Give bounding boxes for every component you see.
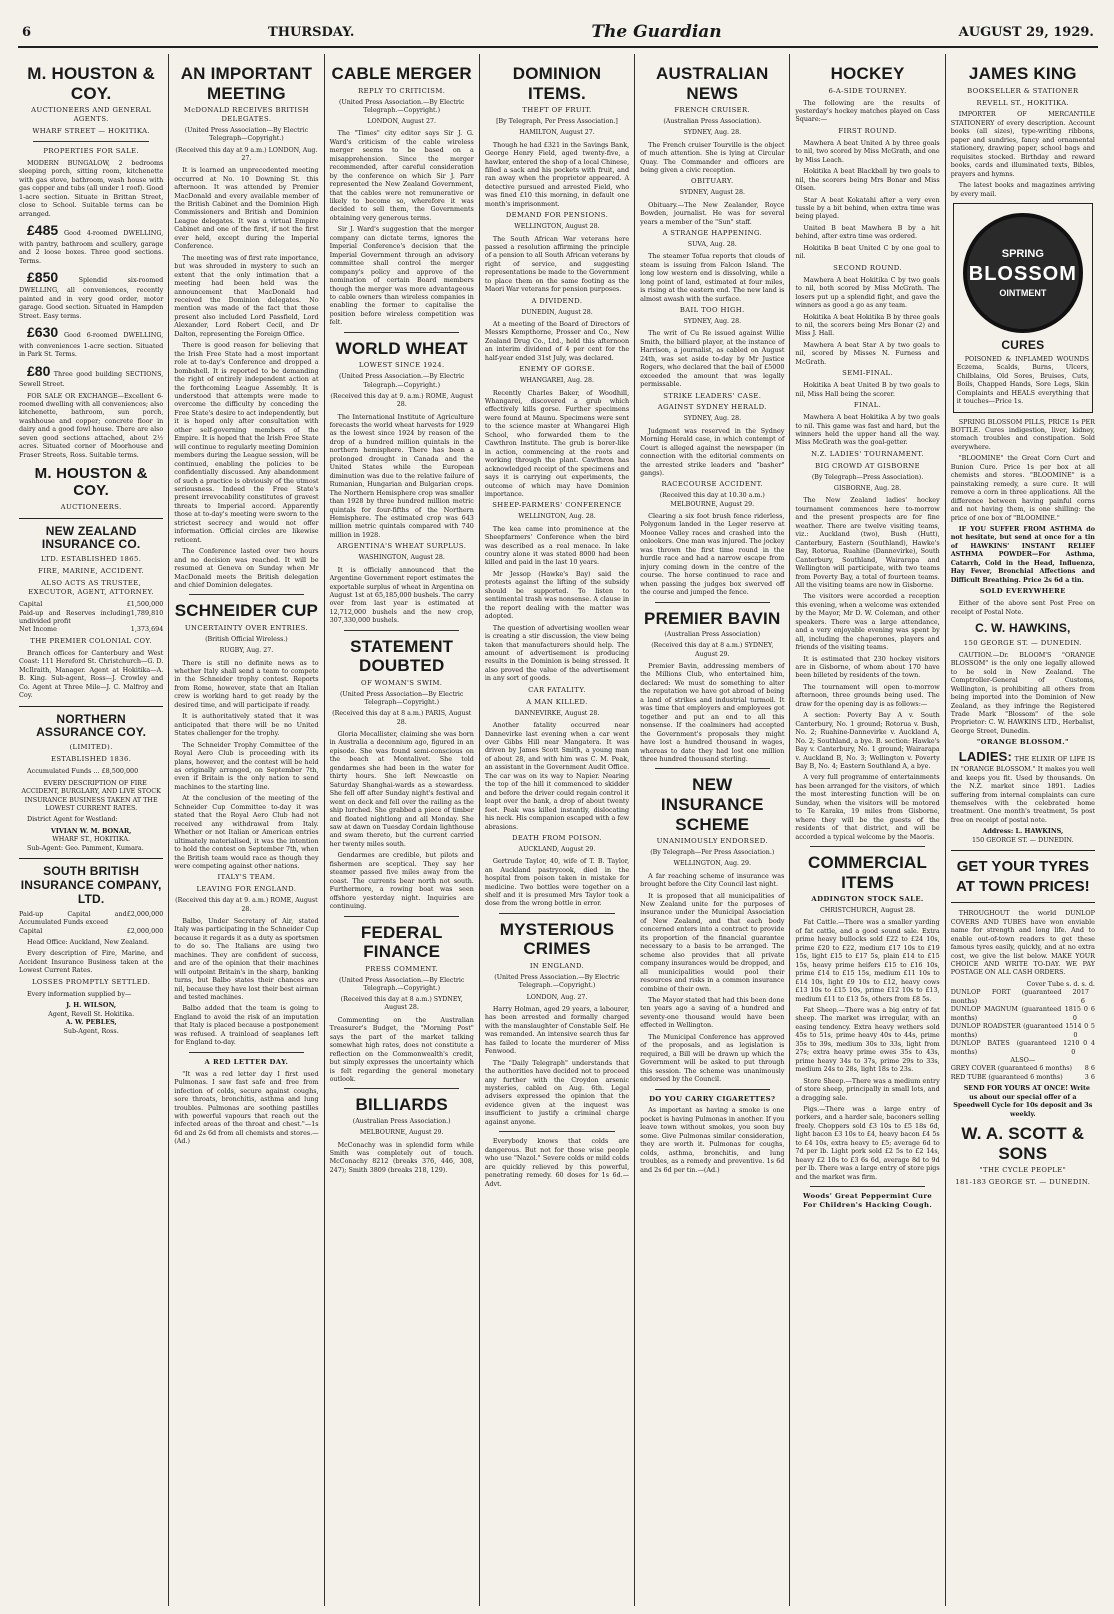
headline-important-meeting: AN IMPORTANT MEETING (180, 64, 313, 103)
subhead-big-crowd: BIG CROWD AT GISBORNE (815, 461, 920, 470)
net-income-label: Net Income (19, 625, 57, 634)
article-paragraph: It is authoritatively stated that it was anticipated that there will be no United States challenger for the trophy. (174, 712, 319, 738)
ad-asthma: IF YOU SUFFER FROM ASTHMA do not hesitate, but send at once for a tin of HAWKINS' INSTANT RELIEF ASTHMA POWDER—For Asthma, Catarrh, Cold in the Head, Influenza, Hay Fever, Bronchial Affections and Difficult Breathing. Price 2s 6d a tin. (950, 524, 1095, 584)
dateline: MELBOURNE, August 29. (359, 1129, 444, 1137)
headline-world-wheat: WORLD WHEAT (335, 338, 468, 358)
subhead-second-round: SECOND ROUND. (833, 263, 902, 272)
ad-northern-agent: VIVIAN W. M. BONAR, (50, 826, 132, 835)
article-paragraph: The visitors were accorded a reception this evening, when a welcome was extended by the Mayor, Mr D. W. Coleman, and other speakers. There was a large attendance, and a very enjoyable evening was spent by all, including the chaperones, players and friends of the visiting teams. (795, 592, 940, 652)
subhead-womans-swim: OF WOMAN'S SWIM. (361, 678, 443, 687)
ad-sbi-subagent-role: Sub-Agent, Ross. (63, 1026, 119, 1035)
dateline: LONDON, Aug. 27. (526, 993, 588, 1001)
subhead-endorsed: UNANIMOUSLY ENDORSED. (656, 837, 768, 846)
subhead-macdonald: McDONALD RECEIVES BRITISH DELEGATES. (183, 106, 309, 124)
tyre-price-header: Cover Tube s. d. s. d. (1026, 979, 1095, 988)
ad-nzi-lines: FIRE, MARINE, ACCIDENT. (38, 567, 145, 576)
subhead-first-round: FIRST ROUND. (838, 126, 897, 135)
article-paragraph: Hokitika B beat United C by one goal to nil. (795, 243, 940, 261)
article-paragraph: Recently Charles Baker, of Woodhill, Whangarei, discovered a grub which effectively kills gorse. Further specimens were found at Maunu. Specimens were sent to the science master at Whangarei High School, who forwarded them to the Cawthron Institute. The grub is borer-like in action, commencing at the roots and working through the plant. Cawthron has acknowledged receipt of the specimens and says it is carrying out experiments, the outcome of which may have Dominion importance. (484, 388, 630, 498)
article-paragraph: A section: Poverty Bay A v. South Canterbury, No. 1 ground; Rotorua v. Bush, No. 2; Ruahine-Dannevirke v. Auckland A, No. 2; Southland, a bye. B. section: Hawke's Bay v. Canterbury, No. 1 ground; Wairarapa v. Auckland B, No. 3; Wellington v. Poverty Bay B, No. 4; Eastern Southland A, a bye. (795, 711, 940, 771)
dateline: (Received this day at 10.30 a.m.) MELBOURNE, August 29. (659, 492, 765, 508)
article-paragraph: Commenting on the Australian Treasurer's Budget, the "Morning Post" says the part of the market talking somewhat high rates, does not constitute a reflection on the Commonwealth's credit, but simply expresses the uncertainty which is felt regarding the general monetary outlook. (329, 1015, 474, 1083)
dateline: SUVA, Aug. 28. (687, 241, 737, 249)
page-number: 6 (22, 24, 32, 40)
ad-sbi-desc: Every description of Fire, Marine, and Accident Insurance Business taken at the Lowest Current Rates. (19, 949, 164, 975)
article-paragraph: The kea came into prominence at the Sheepfarmers' Conference when the bird was described as a real menace. In lake country alone it was stated 8000 had been killed and paid in the last 10 years. (484, 524, 630, 567)
article-paragraph: Fat Sheep.—There was a big entry of fat sheep. The market was irregular, with an easing tendency. Extra heavy wethers sold 45s to 51s, prime heavy 40s to 44s, prime 35s to 39s, medium 30s to 33s, light from 27s; extra heavy prime ewes 35s to 43s, prime heavy 34s to 37s, prime 29s to 33s, medium 24s to 28s, light 18s to 23s. (795, 1005, 940, 1074)
subhead-tourney: 6-A-SIDE TOURNEY. (828, 86, 907, 95)
dateline: SYDNEY, Aug. 28. (683, 318, 742, 326)
article-paragraph: A very full programme of entertainments has been arranged for the visitors, of which the most interesting function will be on Sunday, when the visitors will be motored to Te Karaka, 19 miles from Gisborne, where they will be the guests of the residents of that district, and will be accorded a typical welcome by the Maoris. (795, 773, 940, 841)
source-line: (United Press Association—By Electric Telegraph—Copyright.) (339, 690, 464, 707)
article-paragraph: Gendarmes are credible, but pilots and fishermen are sceptical. They say her steamer passed five miles away from the coast. The currents bear north not south. Furthermore, a rowing boat was seen offshore yesterday night. Inquiries are continuing. (329, 851, 474, 911)
subhead-sheep-farmers: SHEEP-FARMERS' CONFERENCE (492, 501, 622, 510)
column-4 (480, 54, 635, 1606)
article-paragraph: Another fatality occurred near Dannevirke last evening when a car went over Gibbs Hill near Mangatera. It was driven by James Scott Smith, a young man of about 28, and with him was C. M. Peak, an assistant in the Government Audit Office. The car was on its way to Napier. Nearing the top of the hill it commenced to skidder and before the driver could regain control it leapt over the bank, a drop of about twenty feet. Peak was killed instantly, dislocating his neck. His companion escaped with a few abrasions. (484, 721, 630, 831)
ad-james-king-text: IMPORTER OF MERCANTILE STATIONERY of every description. Account books (all sizes), type-writing ribbons, paper and sundries, fancy and ornamental stationery, drawing paper, school bags and requisites stocked. Birthday and reward books, cards and illuminated texts, Bibles, prayers and hymns. (950, 110, 1095, 178)
article-paragraph: Star A beat Kokatahi after a very even tussle by a bit behind, when extra time was being played. (795, 195, 940, 221)
ad-houston-role: AUCTIONEERS AND GENERAL AGENTS. (31, 106, 152, 124)
ad-post-free: Either of the above sent Post Free on receipt of Postal Note. (950, 599, 1095, 616)
listing-price-2: £850 (27, 268, 59, 285)
dateline: SYDNEY, Aug. 28. (683, 415, 742, 423)
article-paragraph: It is proposed that all municipalities of New Zealand unite for the purposes of insurance under the Municipal Association of New Zealand, and that each body concerned enters into a contract to provide its proportion of the financial guarantee necessary to a basis to be arranged. The scheme also provides that all private company insurances would be dropped, and all municipalities would pool their resources and risks in a common insurance combine of their own. (640, 891, 785, 993)
dateline: HAMILTON, August 27. (519, 129, 595, 137)
article-paragraph: Balbo added that the team is going to England to avoid the risk of an imputation that Italy is placed because a postponement was refused. A trainload of seaplanes left for England to-day. (174, 1004, 319, 1047)
ad-cures-heading: CURES (1001, 338, 1045, 353)
article-paragraph: Mawhera A beat Hokitika A by two goals to nil. This game was fast and hard, but the winners held the upper hand all the way. Miss McGrath was the goal-getter. (795, 413, 940, 447)
dateline: (Received this day at 9. a.m.) ROME, August 28. (175, 897, 318, 913)
subhead-strange: A STRANGE HAPPENING. (662, 229, 763, 238)
column-6 (790, 54, 945, 1606)
ad-northern-subagent: Sub-Agent: Geo. Pamment, Kumara. (27, 843, 144, 852)
article-paragraph: At the conclusion of the meeting of the Schneider Cup Committee to-day it was stated that the Royal Aero Club had not received any withdrawal from Italy. Whether or not Italian or American entries ultimately materialised, it was the intention to hold the contest on September 7th, when the British team would race as though they were competing against other nations. (174, 794, 319, 870)
tyre-price: 17 6 (1080, 988, 1089, 1005)
listing-exchange: FOR SALE OR EXCHANGE—Excellent 6-roomed dwelling with all conveniences; also kitchenette, bathroom, sun porch, washhouse and copper; concrete floor in dairy and a good fowl house. There are also seven good sections attached, about 2½ acres. Situated corner of Moorhouse and Fraser Streets, Ross. Suitable terms. (19, 391, 164, 459)
ad-ladies-heading: LADIES: (958, 749, 1013, 765)
page-columns (14, 54, 1100, 1606)
source-line: (United Press Association.—By Electric Telegraph.—Copyright.) (494, 974, 620, 990)
source-line: (United Press Association—By Electric Telegraph—Copyright.) (184, 127, 309, 143)
article-paragraph: Sir J. Ward's suggestion that the merger company can dictate terms, ignores the Imperial Conference's decision that the Imperial Government through an advisory committee shall control the merger company's policy and approve of the nomination of certain Board members though the merger was more advantageous to cable owners than wireless companies in enabling the former to capitalise the position before wireless competition was felt. (329, 225, 474, 327)
dateline: (Received this day at 9 a.m.) LONDON, Aug. 27. (175, 146, 318, 162)
ad-sbi-agent-role: Agent, Revell St. Hokitika. (48, 1009, 135, 1018)
tyre-row (951, 1005, 1095, 1022)
tyre-price-list (951, 988, 1095, 1081)
masthead-day: THURSDAY. (268, 24, 355, 40)
subhead-cigarettes: DO YOU CARRY CIGARETTES? (649, 1094, 776, 1103)
ad-nzi-established: LTD. ESTABLISHED 1865. (40, 555, 142, 564)
logo-top-text: SPRING (1001, 247, 1044, 260)
sbi-capital-label: Capital (19, 926, 43, 935)
ad-james-king-name: JAMES KING (968, 64, 1077, 83)
tyre-row (951, 1064, 1095, 1072)
article-paragraph: Clearing a six foot brush fence riderless, Polygonum landed in the Leger reserve at Moonee Valley races and crashed into the onlookers. One man was injured. The jockey was thrown the first time round in the hurdle race and had a narrow escape from injury coming down in the centre of the course. The horse continued to race and when passing the judges box swerved off the course and jumped the fence. (640, 512, 785, 597)
ad-dunlop-text: THROUGHOUT the world DUNLOP COVERS AND TUBES have won enviable name for strength and long life. And to enable out-of-town readers to get these famous tyres easily, quickly, and at no extra cost, we give the list below. MAKE YOUR CHOICE AND WRITE TO-DAY. WE PAY POSTAGE ON ALL CASH ORDERS. (950, 909, 1095, 977)
article-paragraph: McConachy was in splendid form while Smith was completely out of touch. McConachy 8212 (breaks 376, 446, 308, 247); Smith 3809 (breaks 218, 129). (329, 1140, 474, 1174)
ad-cures-text: POISONED & INFLAMED WOUNDS Eczema, Scalds, Burns, Ulcers, Chilblains, Old Sores, Bruises, Cuts, Boils, Chapped Hands, Sore Legs, Skin Complaints and HEALS everything that it touches—Price 1s. (956, 354, 1089, 406)
ad-nzi-also: ALSO ACTS AS TRUSTEE, EXECUTOR, AGENT, ATTORNEY. (28, 579, 155, 597)
subhead-gorse: ENEMY OF GORSE. (519, 365, 595, 374)
subhead-addington: ADDINGTON STOCK SALE. (811, 895, 924, 904)
ad-send-at-once: SEND FOR YOURS AT ONCE! Write us about our special offer of a Speedwell Cycle for 10s deposit and 3s weekly. (953, 1084, 1093, 1118)
dateline: DUNEDIN, August 28. (521, 308, 593, 316)
source-line: (United Press Association.—By Electric Telegraph.—Copyright.) (338, 976, 465, 992)
subhead-leaving: LEAVING FOR ENGLAND. (196, 885, 297, 894)
article-paragraph: Gloria Mecallister, claiming she was born in Australia a decennium ago, figured in an episode. She was found semi-conscious on the beach at Montalivet. She told gendarmes she had been in the water for thirty hours. She left Newcastle on Saturday Shanghai-wards as a stewardess. She fell off after Sunday night's festival and went on deck and fell over the railing as the ship lurched. She grabbed a piece of timber and floated nightlong and all Monday. She saw at dawn on Tuesday Cordain lighthouse and swam thereto, but the current carried her twenty miles south. (329, 730, 474, 848)
paid-up-value: 1,789,810 (130, 608, 164, 617)
dateline: GISBORNE, Aug. 28. (833, 485, 902, 493)
ad-spring-pills: SPRING BLOSSOM PILLS, PRICE 1s PER BOTTLE. Cures indigestion, liver, kidney, stomach troubles and constipation. Sold everywhere. (950, 417, 1095, 451)
dateline: CHRISTCHURCH, August 28. (819, 907, 916, 915)
masthead (18, 18, 1098, 48)
source-line: [By Telegraph, Per Press Association.] (496, 118, 618, 126)
ad-sold-everywhere: SOLD EVERYWHERE (979, 587, 1066, 596)
dateline: AUCKLAND, August 29. (518, 845, 596, 853)
article-paragraph: There is good reason for believing that the Irish Free State had a most important role at to-day's Conference and dropped a bombshell. It is reported to be demanding the right of entirely independent action at the forthcoming League Assembly. It is understood that attempts were made to overcome the difficulty by conceding the Free State's desire to act independently, but it is hoped only after consultation with other self-governing members of the Empire. It is hoped that the Irish Free State will continue to regularly meeting Dominion members during the League session, will be continued, enabling the policies to be confidentially discussed. Any abandonment of such a practice is obviously of the utmost seriousness. Indeed the Free State's present irrevocability constitutes of gravest threats to Imperial accord. Apparently those at to-day's meeting were sworn to the strictest secrecy and would not offer information. Official circles are likewise reticent. (174, 341, 319, 544)
subhead-poison: DEATH FROM POISON. (511, 833, 602, 842)
subhead-racecourse: RACECOURSE ACCIDENT. (661, 480, 764, 489)
source-line: (Australian Press Association.) (352, 1117, 451, 1125)
subhead-theft: THEFT OF FRUIT. (522, 106, 592, 115)
source-line: (United Press Association.—By Electric Telegraph.—Copyright.) (338, 373, 465, 389)
ad-hawkins-name: C. W. HAWKINS, (975, 621, 1071, 636)
subhead-sydney-herald: AGAINST SYDNEY HERALD. (657, 403, 767, 412)
column-3 (325, 54, 480, 1606)
tyre-price: 3 6 (1084, 1072, 1095, 1081)
ad-sbi-losses: LOSSES PROMPTLY SETTLED. (31, 977, 151, 986)
ad-sbi-info: Every information supplied by— (27, 989, 132, 998)
source-line: (British Official Wireless.) (205, 635, 288, 643)
article-paragraph: The South African War veterans here passed a resolution affirming the principle of a pension to all South African veterans by right of service, and suggesting representations be made to the Government to place them on the same footing as the Maori War veterans for pension purposes. (484, 234, 630, 294)
headline-statement-doubted: STATEMENT DOUBTED (350, 636, 454, 676)
ad-hawkins-address: 150 GEORGE ST. — DUNEDIN. (963, 638, 1082, 647)
subhead-uncertainty: UNCERTAINTY OVER ENTRIES. (184, 623, 308, 632)
subhead-italy-team: ITALY'S TEAM. (217, 873, 276, 882)
listing-desc-3: Good 6-roomed DWELLING, with conveniences 1-acre section. Situated in Park St. Terms. (19, 331, 164, 359)
advert-woods: Woods' Great Peppermint Cure For Children's Hacking Cough. (802, 1192, 933, 1210)
tyre-row (951, 1039, 1095, 1056)
source-line: (By Telegraph—Per Press Association.) (650, 849, 775, 857)
capital-value: £1,500,000 (126, 600, 164, 609)
dateline: (Received this day at 8 a.m.) SYDNEY, August 29. (651, 642, 774, 658)
listing-desc-4: Three good building SECTIONS, Sewell Street. (19, 369, 164, 389)
headline-cable-merger: CABLE MERGER (331, 64, 472, 83)
ad-houston-firm-2: M. HOUSTON & COY. (34, 465, 148, 500)
dateline: WELLINGTON, Aug. 29. (673, 860, 752, 868)
subhead-man-killed: A MAN KILLED. (526, 697, 588, 706)
sbi-capital-value: £2,000,000 (126, 926, 164, 935)
spring-blossom-logo (963, 213, 1083, 333)
dateline: (Received this day at 8 a.m.) PARIS, August 28. (332, 710, 472, 726)
ad-sbi-title: SOUTH BRITISH INSURANCE COMPANY, LTD. (20, 864, 162, 906)
article-paragraph: Hokitika A beat United B by two goals to nil, Miss Hall being the scorer. (795, 381, 940, 398)
article-paragraph: The Mayor stated that had this been done ten years ago a saving of a hundred and seventy-one thousand would have been effected in Wellington. (640, 995, 785, 1030)
tyre-price: 10 0 4 0 (1071, 1039, 1095, 1056)
nzi-branch: Branch offices for Canterbury and West Coast: 111 Hereford St. Christchurch—G. D. McIlraith, Manager. Agent at Hokitika—A. B. King. Sub-agent, Ross—J. Crowley and Co. Agent at Three Mile—J. C. Malfroy and Coy. (19, 648, 164, 700)
headline-mysterious-crimes: MYSTERIOUS CRIMES (499, 919, 615, 959)
advert-pulmonas-2: As important as having a smoke is one pocket is having Pulmonas in another. If you leave town without smokes, you soon buy some. Give Pulmonas similar consideration, they are worth it. Pulmonas for coughs, colds, asthma, bronchitis, and lung troubles, as a remedy and preventive. 1s 6d and 2s 6d per tin.—(Ad.) (640, 1106, 785, 1174)
source-line: (By Telegraph—Press Association). (811, 473, 924, 481)
listing-price-4: £80 (27, 362, 51, 379)
ad-sbi-capital (19, 910, 163, 935)
listing-desc-1: Good 4-roomed DWELLING, with pantry, bathroom and scullery, garage and 2 loose boxes. Three good sections. Terms. (19, 229, 164, 265)
article-paragraph: The "Daily Telegraph" understands that the authorities have decided not to proceed any further with the Croydon arsenic mysteries, cabled on Aug. 6th. Legal advisers expressed the opinion that the evidence given at the inquest was insufficient to justify a criminal charge against anyone. (484, 1058, 630, 1126)
paper-title: The Guardian (591, 22, 722, 42)
article-paragraph: Gertrude Taylor, 40, wife of T. B. Taylor, an Auckland pastrycook, died in the hospital from poison taken in mistake for medicine. Two bottles were together on a shelf and it is presumed Mrs Taylor took a dose from the wrong bottle in error. (484, 857, 630, 908)
ad-houston-role-2: AUCTIONEERS. (60, 502, 122, 511)
ad-northern-agent-address: WHARF ST., HOKITIKA. (52, 835, 131, 844)
subhead-lowest: LOWEST SINCE 1924. (358, 361, 445, 370)
article-paragraph: Hokitika A beat Blackball by two goals to nil, the scorers being Mrs Bonar and Miss Olsen. (795, 167, 940, 193)
masthead-date: AUGUST 29, 1929. (958, 24, 1094, 40)
headline-australian-news: AUSTRALIAN NEWS (656, 64, 769, 103)
article-paragraph: The meeting was of first rate importance, but was shrouded in mystery to such an extent that the only intimation that a meeting had been held was the announcement that MacDonald had received the Dominion delegates. No mention was made of the fact that those present also included Lord Passfield, Lord Alexander, Lord Robert Cecil, and Dr Dalton, representing the Foreign Office. (174, 253, 319, 338)
ad-address-label: Address: L. HAWKINS, (982, 827, 1064, 836)
column-2 (169, 54, 324, 1606)
ad-james-king-books: The latest books and magazines arriving by every mail. (950, 181, 1095, 198)
ad-spring-blossom (953, 203, 1093, 413)
subhead-red-letter-day: A RED LETTER DAY. (204, 1057, 289, 1066)
article-paragraph: The question of advertising woollen wear is creating a stir discussion, the view being taken that manufacturers should help. The amount of advertisement is producing results in the Dominion is being stressed. It also proved the value of the advertisement in any sort of goods. (484, 623, 630, 683)
article-paragraph: The Conference lasted over two hours and no decision was reached. It will be resumed at Geneva on Sunday when Mr MacDonald meets the British delegation and chief Dominion delegates. (174, 547, 319, 589)
article-paragraph: It is learned an unprecedented meeting occurred at No. 10 Downing St. this afternoon. It was attended by Premier MacDonald and every available member of the British Cabinet and the Dominion High Commissioners and British and Dominion League delegates. It was a virtual Empire Cabinet and one of the first, if not the first ever held, except during the Imperial Conference. (174, 166, 319, 251)
subhead-argentina: ARGENTINA'S WHEAT SURPLUS. (337, 542, 467, 551)
article-paragraph: At a meeting of the Board of Directors of Messrs Kempthorne, Prosser and Co., New Zealand Drug Co., Ltd., held this afternoon an interim dividend of 4 per cent for the half-year ended 31st July, was declared. (484, 319, 630, 362)
article-paragraph: Mawhera A beat Hokitika C by two goals to nil, both scored by Miss McGrath. The losers put up a splendid fight, and gave the winners as good a go as any team. (795, 275, 940, 310)
dateline: (Received this day at 8 a.m.) SYDNEY, August 28. (340, 996, 463, 1012)
tyre-name: DUNLOP MAGNUM (guaranteed 18 months) (950, 1005, 1073, 1022)
column-1 (14, 54, 169, 1606)
dateline: SYDNEY, August 28. (679, 189, 745, 197)
ad-northern-title: NORTHERN ASSURANCE COY. (36, 711, 147, 740)
article-paragraph: Though he had £321 in the Savings Bank, George Henry Field, aged twenty-five, a hawker, entered the shop of a local Chinese, filled a sack and his pockets with fruit, and ran away when the proprietor appeared. A detective pursued and arrested Field, who was fined £10 this morning, in default one month's imprisonment. (484, 140, 630, 208)
subhead-pensions: DEMAND FOR PENSIONS. (505, 211, 609, 220)
source-line: (Australian Press Association) (664, 631, 761, 639)
ad-sbi-subagent: A. W. PEBLES, (65, 1018, 117, 1027)
dateline: WASHINGTON, August 28. (358, 554, 445, 562)
net-income-value: 1,373,694 (130, 625, 164, 634)
subhead-dividend: A DIVIDEND. (531, 296, 583, 305)
ad-orange-blossom: "ORANGE BLOSSOM." (976, 738, 1069, 747)
headline-commercial-items: COMMERCIAL ITEMS (807, 853, 928, 892)
article-paragraph: Judgment was reserved in the Sydney Morning Herald case, in which contempt of Court is alleged against the newspaper (in connection with the editorial comments on the arrested strike leaders and "basher" gangs). (640, 426, 785, 478)
article-paragraph: It is estimated that 230 hockey visitors are in Gisborne, of whom about 170 have been billeted by residents of the town. (795, 654, 940, 680)
ad-sbi-agent: J. H. WILSON, (66, 1001, 117, 1010)
article-paragraph: Harry Holman, aged 29 years, a labourer, has been arrested and formally charged with the manslaughter of Constable Self. He was remanded. An intensive search thus far has failed to locate the murderer of Miss Fenwood. (484, 1004, 630, 1056)
ad-northern-district: District Agent for Westland: (27, 815, 118, 824)
ad-nzi-capital-table (19, 600, 163, 634)
tyre-name: GREY COVER (guaranteed 6 months) (950, 1064, 1072, 1073)
dateline: WELLINGTON, Aug. 28. (518, 513, 596, 521)
tyre-row (951, 1022, 1095, 1039)
subhead-nz-ladies: N.Z. LADIES' TOURNAMENT. (811, 449, 924, 458)
subhead-final: FINAL. (853, 401, 882, 410)
dateline: WELLINGTON, August 28. (514, 223, 600, 231)
column-5 (635, 54, 790, 1606)
ad-houston-firm: M. HOUSTON & COY. (27, 64, 155, 103)
article-paragraph: The following are the results of yesterday's hockey matches played on Cass Square:— (795, 98, 940, 124)
ad-james-king-role: BOOKSELLER & STATIONER (967, 86, 1079, 95)
source-line: (Australian Press Association). (663, 118, 762, 126)
tyre-name: DUNLOP ROADSTER (guaranteed 15 months) (950, 1022, 1074, 1039)
listing-price-3: £630 (27, 324, 59, 341)
tyre-name: DUNLOP FORT (guaranteed 20 months) (950, 988, 1081, 1005)
article-paragraph: Balbo, Under Secretary of Air, stated Italy was participating in the Schneider Cup because it regards it as a duty as sportsmen to do so. The Italians are using two machines. They are confident of success, and are of the opinion that their machines will outpoint Britain's in the sharp, banking turns, but Balbo states their chances are nil, because they have lost their best airman and tested machines. (174, 916, 319, 1002)
properties-heading: PROPERTIES FOR SALE. (43, 147, 139, 155)
sbi-funds-value: £2,000,000 (126, 909, 164, 918)
article-paragraph: Mawhera A beat United A by three goals to nil, two scored by Miss McGrath, and one by Miss Leach. (795, 138, 940, 164)
article-paragraph: The International Institute of Agriculture forecasts the world wheat harvests for 1929 as the lowest since 1924 by reason of the drop of a hundred million quintals in the northern hemisphere. There has been a prolonged drought in Canada and the United States while the European diminution was due to the relative failure of Rumanian, Hungarian and Bulgarian crops. The Northern Hemisphere crop was smaller than 1928 by three hundred million metric quintals for four-fifths of the Northern Hemisphere. The estimated crop was 643 million metric quintals compared with 740 million in 1928. (329, 412, 474, 539)
subhead-bail: BAIL TOO HIGH. (679, 306, 745, 315)
subhead-car-fatality: CAR FATALITY. (528, 685, 586, 694)
ad-tyres-heading: GET YOUR TYRES AT TOWN PRICES! (956, 858, 1090, 895)
headline-premier-bavin: PREMIER BAVIN (644, 608, 781, 628)
tyre-price: 15 0 6 0 (1072, 1005, 1095, 1022)
ad-scott-address: 181-183 GEORGE ST. — DUNEDIN. (955, 1178, 1091, 1187)
article-paragraph: Premier Bavin, addressing members of the Millions Club, who entertained him, declared: We must do something to alter the reputation we have got abroad of being a land of strikes and industrial turmoil. It was time that employers and employees got together and put an end to all this nonsense. If the coalminers had accepted the Government's proposals they might have lost a hundred thousand in wages, whereas to date they had lost one million three hundred thousand sterling. (640, 662, 785, 763)
dateline: WHANGAREI, Aug. 28. (519, 377, 595, 385)
dateline: LONDON, August 27. (367, 118, 437, 126)
article-paragraph: The French cruiser Tourville is the object of much attention. She is lying at Circular Quay. The Commander and officers are being given a civic reception. (640, 140, 785, 175)
article-paragraph: The "Times" city editor says Sir J. G. Ward's criticism of the cable wireless merger seems to be based on a misapprehension. Since the merger recommended, after careful consideration by the conference on which Sir J. Parr represented the New Zealand Government, that the cables were not remunerative or likely to become so, wherefore it was decided to sell them, the Governments obtaining very generous terms. (329, 129, 474, 222)
article-paragraph: The steamer Tofua reports that clouds of steam is issuing from Falcon Island. The long low western end is dissolving, while a long point of land, estimated at four miles, is rising at the eastern end. The new land is almost awash with the surface. (640, 252, 785, 303)
headline-dominion-items: DOMINION ITEMS. (512, 64, 602, 103)
ad-northern-ltd: (LIMITED). (69, 743, 113, 752)
ad-ladies-text: THE ELIXIR OF LIFE IS IN "ORANGE BLOSSOM." It makes you well and keeps you fit. Used by thousands. On the N.Z. market since 1891. Ladies suffering from internal complaints can cure themselves with the celebrated home treatment. One month's treatment, 5s post free on receipt of postal note. (950, 755, 1095, 824)
article-paragraph: Store Sheep.—There was a medium entry of store sheep, principally in small lots, and a dragging sale. (795, 1076, 940, 1102)
listing-desc-2: Splendid six-roomed DWELLING, all conveniences, recently painted and in very good order, motor garage. Good section. Situated in Hampden Street. Easy terms. (19, 275, 164, 320)
headline-schneider-cup: SCHNEIDER CUP (174, 601, 319, 621)
ad-bloomine: "BLOOMINE" the Great Corn Curt and Bunion Cure. Price 1s per box at all chemists and stores. "BLOOMINE" is a painstaking remedy, a sure cure. It will remove a corn in three applications. All the difference between having painful corns and not having them, is one shilling: the price of one box of "BLOOMINE." (950, 454, 1095, 522)
tyre-price: 8 6 (1084, 1064, 1095, 1073)
article-paragraph: Mawhera A beat Star A by two goals to nil, scored by Misses N. Furness and McGrath. (795, 340, 940, 366)
advert-pulmonas: "It was a red letter day I first used Pulmonas. I saw fast safe and free from infection of colds, secure against coughs, sore throats, bronchitis, asthma and lung troubles. Pulmonas are soothing pastilles with powerful vapours that reach out the infected areas of the throat and chest."—1s 6d and 2s 6d from all chemists and stores.—(Ad.) (174, 1069, 319, 1146)
subhead-french-cruiser: FRENCH CRUISER. (674, 106, 751, 115)
tyre-row (951, 988, 1095, 1005)
capital-label: Capital (19, 600, 43, 609)
article-paragraph: It is officially announced that the Argentine Government report estimates the exportable surplus of wheat in Argentina on August 1st at 65,185,000 bushels. The carry over from last year is estimated at 12,712,000 bushels and the new crop, 307,330,000 bushels. (329, 565, 474, 625)
article-paragraph: Pigs.—There was a large entry of porkers, and a harder sale, baconers selling freely. Choppers sold £3 10s to £5 18s 6d, light bacon £3 10s to £4, heavy bacon £4 5s to £4 10s, extra heavy to £5; average 6d to 7d per lb. Light pork sold £2 5s to £2 14s, heavy £2 10s to £3 6s 6d, average 8d to 9d per lb. There was a large entry of store pigs and the market was firm. (795, 1104, 940, 1181)
advert-nazol: Everybody knows that colds are dangerous. But not for those wise people who use "Nazol." Severe colds or mild colds are quickly relieved by this powerful, penetrating remedy. 60 doses for 1s 6d.—Advt. (484, 1137, 630, 1188)
source-line: (United Press Association.—By Electric Telegraph.—Copyright.) (338, 98, 465, 114)
article-paragraph: Hokitika A beat Hokitika B by three goals to nil, the scorers being Mrs Bonar (2) and Miss J. Hall. (795, 312, 940, 338)
listing-price-1: £485 (27, 222, 59, 239)
article-paragraph: A far reaching scheme of insurance was brought before the City Council last night. (640, 871, 785, 889)
logo-mid-text: BLOSSOM (968, 263, 1077, 286)
tyre-row (951, 1073, 1095, 1081)
subhead-obituary: OBITUARY. (691, 177, 734, 186)
premier-colonial: THE PREMIER COLONIAL COY. (30, 636, 153, 645)
dateline: SYDNEY, Aug. 28. (683, 129, 742, 137)
dateline: RUGBY, Aug. 27. (219, 647, 274, 655)
tyre-name: DUNLOP BATES (guaranteed 12 months) (950, 1039, 1072, 1056)
ad-caution: CAUTION.—Dr. BLOOM'S "ORANGE BLOSSOM" is the only one legally allowed to be sold in New Zealand. The Comptroller-General of Customs, Wellington, is prohibiting all others from being imported into the Dominion of New Zealand, as they infringe the Registered Trade Mark "Blossom" of the sole Proprietor: C. W. HAWKINS LTD., Herbalist, George Street, Dunedin. (950, 650, 1095, 735)
headline-federal-finance: FEDERAL FINANCE (360, 922, 443, 962)
tyre-name: RED TUBE (guaranteed 6 months) (950, 1072, 1063, 1081)
tyre-also: ALSO— (1010, 1056, 1036, 1064)
headline-new-insurance: NEW INSURANCE SCHEME (660, 775, 764, 834)
paid-up-label: Paid-up and Reserves including undivided profit (19, 608, 131, 626)
column-7 (946, 54, 1100, 1606)
ad-address-line: 150 GEORGE ST. — DUNEDIN. (971, 835, 1074, 844)
ad-sbi-head-office: Head Office: Auckland, New Zealand. (27, 937, 149, 946)
tyre-price: 14 0 5 0 (1073, 1022, 1095, 1039)
dateline: (Received this day at 9. a.m.) ROME, August 28. (330, 392, 473, 409)
subhead-reply: REPLY TO CRITICISM. (358, 86, 446, 95)
subhead-england: IN ENGLAND. (529, 962, 585, 971)
article-paragraph: The Municipal Conference has approved of the proposals, and as legislation is required, a Bill will be drawn up which the Government will be asked to put through this session. The scheme was unanimously endorsed by the Council. (640, 1032, 785, 1084)
dateline: DANNEVIRKE, August 28. (514, 709, 600, 717)
article-paragraph: The tournament will open to-morrow afternoon, three grounds being used. The draw for the opening day is as follows:— (795, 682, 940, 708)
ad-james-king-address: REVELL ST., HOKITIKA. (976, 98, 1070, 107)
ad-scott-name: W. A. SCOTT & SONS (961, 1124, 1085, 1163)
sbi-funds-label: Paid-up Capital and Accumulated Funds exceed (19, 909, 127, 927)
subhead-semi-final: SEMI-FINAL. (842, 369, 893, 378)
article-paragraph: The writ of Cu Re issued against Willie Smith, the billiard player, at the instance of Harrison, a journalist, as cabled on August 24th, was set aside to-day by Mr Justice Rogers, who declared that the bail of £5000 exceeded the amount that was legally permissable. (640, 329, 785, 389)
listing-bungalow: MODERN BUNGALOW, 2 bedrooms sleeping porch, sitting room, kitchenette with gas stove, bathroom, wash house with gas copper and tubs (all under 1 roof). Good 1-acre section. Situate in Brittan Street, close to School. Suitable terms can be arranged. (19, 158, 164, 218)
ad-northern-est: ESTABLISHED 1836. (50, 755, 132, 764)
headline-hockey: HOCKEY (830, 64, 905, 83)
article-paragraph: There is still no definite news as to whether Italy shall send a team to compete in the Schneider trophy contest. Reports from Rome, however, state that an Italian crew is working hard to get ready by the desired time, and will participate if ready. (174, 658, 319, 709)
ad-northern-every: EVERY DESCRIPTION OF FIRE ACCIDENT, BURGLARY, AND LIVE STOCK INSURANCE BUSINESS TAKEN AT THE LOWEST CURRENT RATES. (21, 778, 161, 812)
ad-houston-address: WHARF STREET — HOKITIKA. (32, 127, 150, 136)
ad-northern-funds: Accumulated Funds ... £8,500,000 (27, 767, 139, 776)
article-paragraph: Mr Jessop (Hawke's Bay) said the protests against the lifting of the subsidy should be supported. To listen to sentimental trash was nonsense. A clause in the report dealing with the matter was adopted. (484, 569, 630, 621)
article-paragraph: United B beat Mawhera B by a hit behind, after extra time was ordered. (795, 223, 940, 241)
headline-billiards: BILLIARDS (355, 1095, 448, 1115)
ad-nzi-title: NEW ZEALAND INSURANCE CO. (41, 523, 141, 552)
subhead-press-comment: PRESS COMMENT. (365, 964, 439, 973)
article-paragraph: Fat Cattle.—There was a smaller yarding of fat cattle, and a good sound sale. Extra prime heavy bullocks sold £22 to £24 10s, prime £20 to £22, medium £17 10s to £19 15s, light £15 to £17 5s, plain £14 to £15 15s, heavy prime heifers £15 to £16 10s, prime £14 to £15 15s, medium £11 10s to £14 10s, light £9 10s to £12, heavy cows £13 10s to £15 10s, prime £12 10s to £13, medium £11 to £13 5s, others from £8 5s. (795, 918, 940, 1003)
subhead-strike-leaders: STRIKE LEADERS' CASE. (663, 391, 762, 400)
article-paragraph: Obituary.—The New Zealander, Royce Bowden, journalist. He was for several years a member of the "Sun" staff. (640, 200, 785, 226)
article-paragraph: The Schneider Trophy Committee of the Royal Aero Club is proceeding with its plans, however, and the contest will be held as originally arranged, on September 7th, even if Britain is the only nation to send machines to the starting line. (174, 740, 319, 791)
logo-bottom-text: OINTMENT (999, 287, 1047, 298)
article-paragraph: The New Zealand ladies' hockey tournament commences here to-morrow and the present prospects are for fine weather. There are twelve visiting teams, viz.: Auckland (two), Bush (Hutt), Canterbury, Eastern (Southland), Hawke's Bay, Rotorua, Ruahine (Dannevirke), South Canterbury, Southland, Wairarapa and Wellington will participate, with two teams from Poverty Bay, a total of fourteen teams. All the visiting teams are now in Gisborne. (795, 496, 940, 589)
ad-scott-tagline: "THE CYCLE PEOPLE" (979, 1166, 1067, 1175)
